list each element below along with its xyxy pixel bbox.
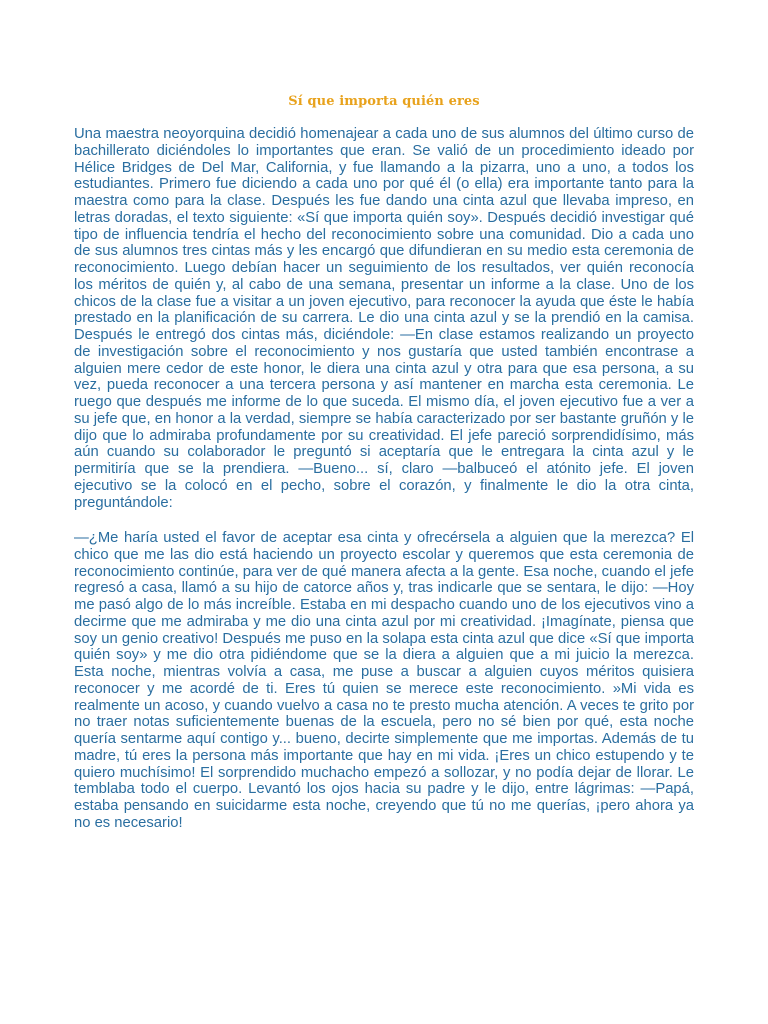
body-paragraph-2: —¿Me haría usted el favor de aceptar esa cinta y ofrecérsela a alguien que la merezca? El chico que me las dio está haciendo un proyecto escolar y queremos que esta ceremonia de reconocimiento continúe, para ver de qué manera afecta a la gente. Esa noche, cuando el jefe regresó a casa, llamó a su hijo de catorce años y, tras indicarle que se sentara, le dijo: —Hoy me pasó algo de lo más increíble. Estaba en mi despacho cuando uno de los ejecutivos vino a decirme que me admiraba y me dio una cinta azul por mi creatividad. ¡Imagínate, piensa que soy un genio creativo! Después me puso en la solapa esta cinta azul que dice «Sí que importa quién soy» y me dio otra pidiéndome que se la diera a alguien que a mi juicio la merezca. Esta noche, mientras volvía a casa, me puse a buscar a alguien cuyos méritos quisiera reconocer y me acordé de ti. Eres tú quien se merece este reconocimiento. »Mi vida es realmente un acoso, y cuando vuelvo a casa no te presto mucha atención. A veces te grito por no traer notas suficientemente buenas de la escuela, pero no sé bien por qué, esta noche quería sentarme aquí contigo y... bueno, decirte simplemente que me importas. Además de tu madre, tú eres la persona más importante que hay en mi vida. ¡Eres un chico estupendo y te quiero muchísimo! El sorprendido muchacho empezó a sollozar, y no podía dejar de llorar. Le temblaba todo el cuerpo. Levantó los ojos hacia su padre y le dijo, entre lágrimas: —Papá, estaba pensando en suicidarme esta noche, creyendo que tú no me querías, ¡pero ahora ya no es necesario! [74,530,694,831]
document-title: Sí que importa quién eres [288,94,480,109]
body-paragraph-1: Una maestra neoyorquina decidió homenajear a cada uno de sus alumnos del último curso de bachillerato diciéndoles lo importantes que eran. Se valió de un procedimiento ideado por Hélice Bridges de Del Mar, California, y fue llamando a la pizarra, uno a uno, a todos los estudiantes. Primero fue diciendo a cada uno por qué él (o ella) era importante tanto para la maestra como para la clase. Después les fue dando una cinta azul que llevaba impreso, en letras doradas, el texto siguiente: «Sí que importa quién soy». Después decidió investigar qué tipo de influencia tendría el hecho del reconocimiento sobre una comunidad. Dio a cada uno de sus alumnos tres cintas más y les encargó que difundieran en su medio esta ceremonia de reconocimiento. Luego debían hacer un seguimiento de los resultados, ver quién reconocía los méritos de quién y, al cabo de una semana, presentar un informe a la clase. Uno de los chicos de la clase fue a visitar a un joven ejecutivo, para reconocer la ayuda que éste le había prestado en la planificación de su carrera. Le dio una cinta azul y se la prendió en la camisa. Después le entregó dos cintas más, diciéndole: —En clase estamos realizando un proyecto de investigación sobre el reconocimiento y nos gustaría que usted también encontrase a alguien mere cedor de este honor, le diera una cinta azul y otra para que esa persona, a su vez, pueda reconocer a una tercera persona y así mantener en marcha esta ceremonia. Le ruego que después me informe de lo que suceda. El mismo día, el joven ejecutivo fue a ver a su jefe que, en honor a la verdad, siempre se había caracterizado por ser bastante gruñón y le dijo que lo admiraba profundamente por su creatividad. El jefe pareció sorprendidísimo, más aún cuando su colaborador le preguntó si aceptaría que le entregara la cinta azul y le permitiría que se la prendiera. —Bueno... sí, claro —balbuceó el atónito jefe. El joven ejecutivo se la colocó en el pecho, sobre el corazón, y finalmente le dio la otra cinta, preguntándole: [74,126,694,511]
